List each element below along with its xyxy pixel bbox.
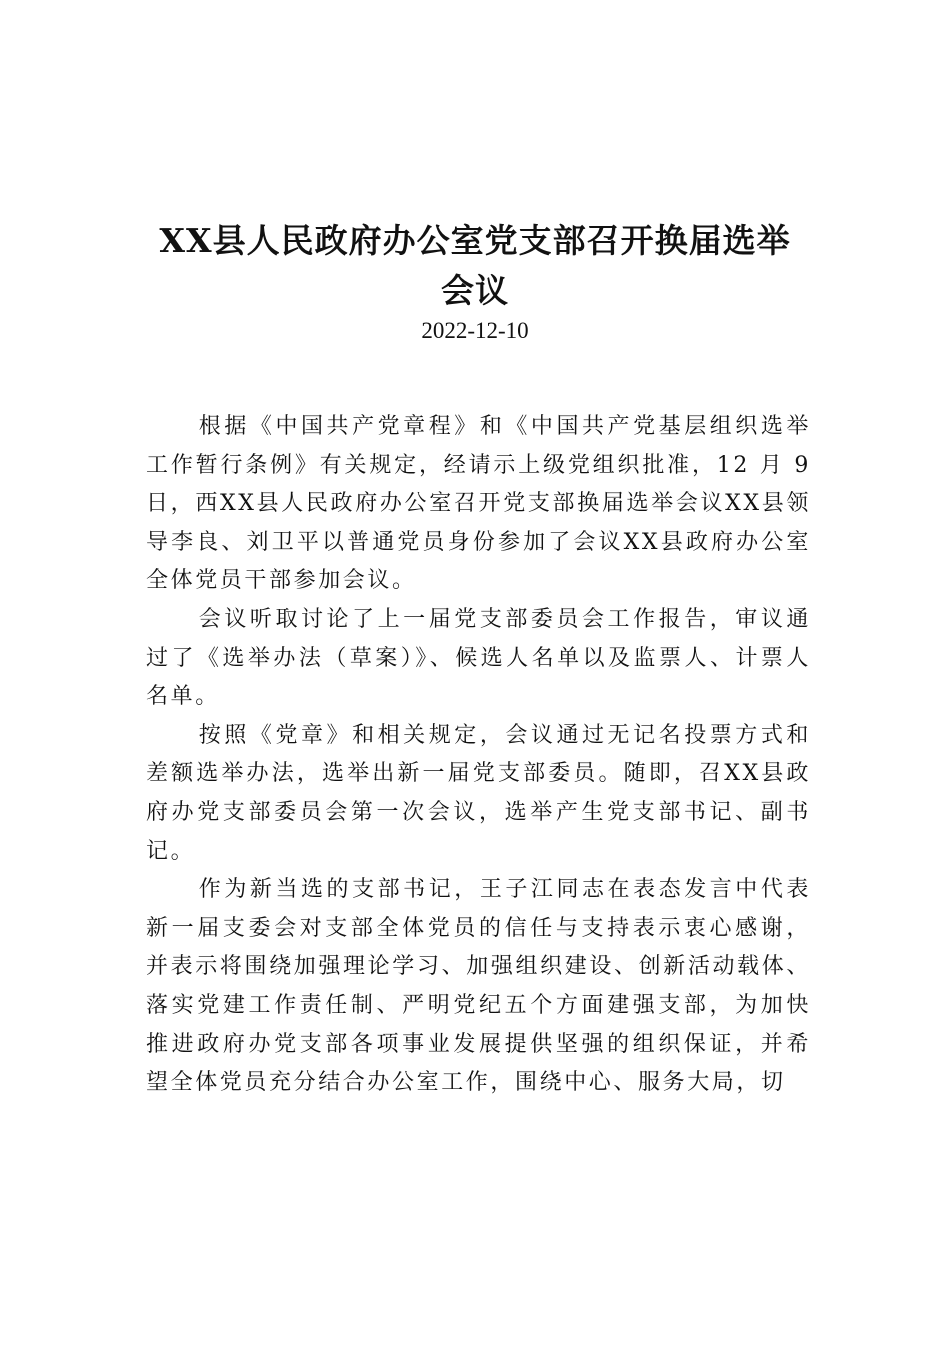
title-line-1: XX县人民政府办公室党支部召开换届选举 <box>159 221 791 260</box>
paragraph-1: 根据《中国共产党章程》和《中国共产党基层组织选举工作暂行条例》有关规定，经请示上级党组织批准，12 月 9 日，西XX县人民政府办公室召开党支部换届选举会议XX县领导李良、刘卫平以普通党员身份参加了会议XX县政府办公室全体党员干部参加会议。 <box>146 414 811 594</box>
document-title <box>120 216 830 316</box>
paragraph-2: 会议听取讨论了上一届党支部委员会工作报告，审议通过了《选举办法（草案）》、候选人名单以及监票人、计票人名单。 <box>146 606 811 710</box>
paragraph-3: 按照《党章》和相关规定，会议通过无记名投票方式和差额选举办法，选举出新一届党支部委员。随即，召XX县政府办党支部委员会第一次会议，选举产生党支部书记、副书记。 <box>146 722 811 864</box>
document-body <box>146 408 811 1103</box>
paragraph-4: 作为新当选的支部书记，王子江同志在表态发言中代表新一届支委会对支部全体党员的信任与支持表示衷心感谢， 并表示将围绕加强理论学习、加强组织建设、创新活动载体、落实党建工作责任制、严明党纪五个方面建强支部，为加快 推进政府办党支部各项事业发展提供坚强的组织保证，并希 望全体党员充分结合办公室工作，围绕中心、服务大局，切 <box>146 877 811 1096</box>
document-date: 2022-12-10 <box>421 318 529 343</box>
title-line-2: 会议 <box>441 271 509 310</box>
